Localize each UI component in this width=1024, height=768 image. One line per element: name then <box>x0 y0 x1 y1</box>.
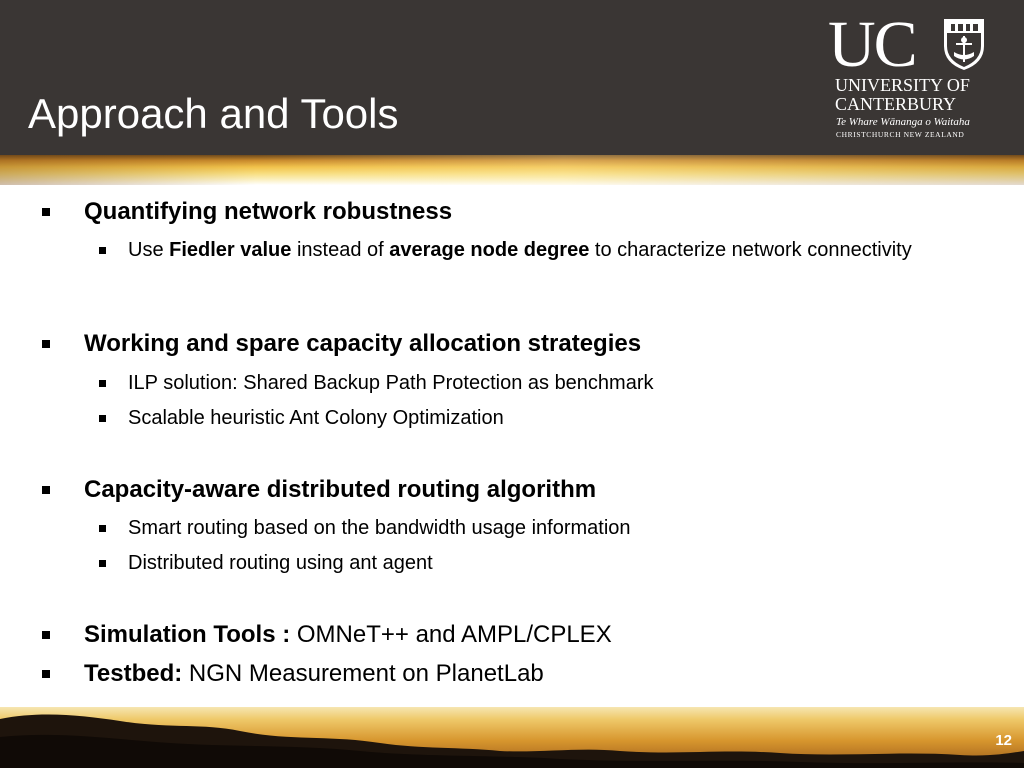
square-bullet-icon <box>99 560 106 567</box>
slide-header <box>0 0 1024 155</box>
bullet-heading: Quantifying network robustness <box>84 198 453 225</box>
sub-bullet-text: Scalable heuristic Ant Colony Optimization <box>128 407 504 429</box>
footer-landscape <box>0 707 1024 768</box>
slide-title: Approach and Tools <box>28 90 399 137</box>
crest-icon <box>940 16 988 72</box>
square-bullet-icon <box>42 340 50 348</box>
logo-university-of: UNIVERSITY OF <box>835 75 970 95</box>
sub-bullet-text: ILP solution: Shared Backup Path Protection as benchmark <box>128 372 654 394</box>
bullet-heading: Simulation Tools : OMNeT++ and AMPL/CPLEX <box>84 621 612 648</box>
square-bullet-icon <box>99 247 106 254</box>
logo-location: CHRISTCHURCH NEW ZEALAND <box>836 130 965 139</box>
header-sunset-band <box>0 155 1024 185</box>
square-bullet-icon <box>99 525 106 532</box>
sub-bullet-text: Distributed routing using ant agent <box>128 552 433 574</box>
sub-bullet-text: Smart routing based on the bandwidth usage information <box>128 517 631 539</box>
logo-canterbury: CANTERBURY <box>835 94 957 114</box>
square-bullet-icon <box>99 415 106 422</box>
square-bullet-icon <box>42 486 50 494</box>
hills-silhouette <box>0 707 1024 768</box>
page-number: 12 <box>995 732 1012 749</box>
square-bullet-icon <box>42 208 50 216</box>
square-bullet-icon <box>42 670 50 678</box>
bullet-heading: Capacity-aware distributed routing algorithm <box>84 476 597 503</box>
square-bullet-icon <box>42 631 50 639</box>
bullet-heading: Testbed: NGN Measurement on PlanetLab <box>84 660 544 687</box>
bullet-heading: Working and spare capacity allocation strategies <box>84 330 642 357</box>
logo-uc-text: UC <box>828 8 916 81</box>
square-bullet-icon <box>99 380 106 387</box>
logo-maori-name: Te Whare Wānanga o Waitaha <box>836 116 970 128</box>
university-logo <box>826 8 996 142</box>
sub-bullet-text: Use Fiedler value instead of average node degree to characterize network connectivity <box>128 239 912 261</box>
